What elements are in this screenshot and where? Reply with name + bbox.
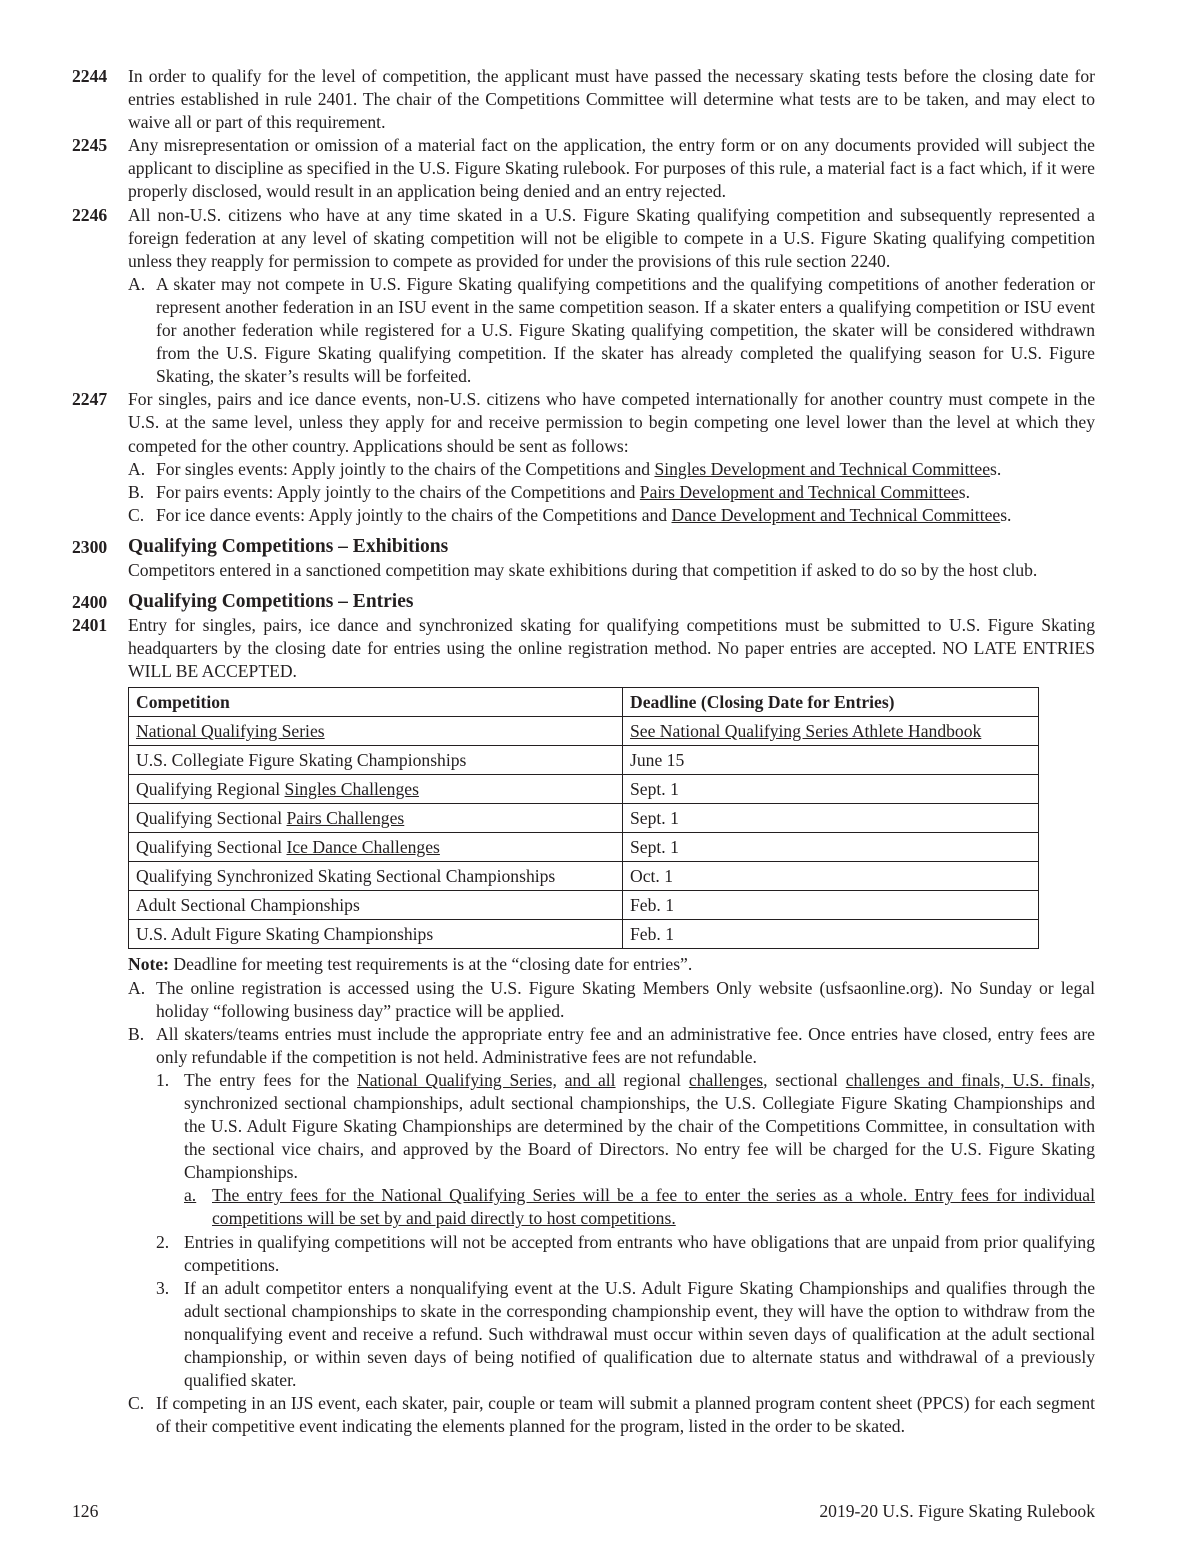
deadline-cell: Feb. 1	[623, 920, 1039, 949]
rule-2244	[72, 65, 1095, 134]
competition-text: Adult Sectional Championships	[136, 894, 360, 915]
item-text-start: For pairs events: Apply jointly to the chairs of the Competitions and	[156, 481, 640, 502]
rule-2246-item-a	[128, 273, 1095, 388]
table-row	[129, 746, 1039, 775]
competition-link[interactable]: Pairs Challenges	[286, 807, 405, 828]
rule-2247	[72, 388, 1095, 457]
table-row	[129, 920, 1039, 949]
rule-number: 2246	[72, 204, 108, 225]
page-number: 126	[72, 1501, 99, 1521]
item-text-part: , sectional	[763, 1069, 846, 1090]
rule-2245	[72, 134, 1095, 203]
item-text-part	[557, 1070, 565, 1090]
table-row	[129, 717, 1039, 746]
competition-text: Qualifying Sectional	[136, 807, 287, 828]
rule-number: 2244	[72, 66, 108, 86]
rule-2247-item-b	[128, 481, 1095, 504]
item-label: B.	[128, 481, 145, 502]
item-text: A skater may not compete in U.S. Figure Skating qualifying competitions and the qualifying competitions of another federation or represent another federation in an ISU event in the same competition season. If a skater enters a qualifying competition or ISU event for another federation while registered for a U.S. Figure Skating qualifying competition, the skater will be considered withdrawn from the U.S. Figure Skating qualifying competition. If the skater has already completed the qualifying season for U.S. Figure Skating, the skater’s results will be forfeited.	[156, 273, 1095, 387]
rule-2401	[72, 614, 1095, 683]
rule-text: In order to qualify for the level of competition, the applicant must have passed the necessary skating tests before the closing date for entries established in rule 2401. The chair of the Competitions Committee will determine what tests are to be taken, and may elect to waive all or part of this requirement.	[128, 66, 1095, 133]
section-2300-heading	[72, 535, 1095, 559]
column-header-deadline: Deadline (Closing Date for Entries)	[623, 688, 1039, 717]
competition-text: U.S. Adult Figure Skating Championships	[136, 923, 434, 944]
rule-2401-item-b2	[156, 1231, 1095, 1277]
column-header-competition: Competition	[129, 688, 623, 717]
deadline-cell: Sept. 1	[623, 833, 1039, 862]
rule-2247-item-c	[128, 504, 1095, 527]
item-text: If competing in an IJS event, each skater, pair, couple or team will submit a planned program content sheet (PPCS) for each segment of their competitive event indicating the elements planned for the program, listed in the order to be skated.	[156, 1393, 1095, 1437]
deadline-cell	[623, 717, 1039, 746]
rule-2401-item-b	[128, 1023, 1095, 1069]
section-title: Qualifying Competitions – Entries	[128, 591, 414, 613]
competition-cell	[129, 804, 623, 833]
competition-link[interactable]: Singles Challenges	[284, 778, 419, 799]
item-text-part: The entry fees for the	[184, 1069, 358, 1090]
competition-cell	[129, 862, 623, 891]
deadline-cell: Sept. 1	[623, 775, 1039, 804]
deadline-cell: Feb. 1	[623, 891, 1039, 920]
deadline-table	[128, 687, 1039, 949]
committee-link[interactable]: Pairs Development and Technical Committee	[639, 481, 959, 502]
item-label: A.	[128, 977, 146, 998]
competition-text: U.S. Collegiate Figure Skating Championships	[136, 749, 467, 770]
competition-cell	[129, 717, 623, 746]
rule-text: Any misrepresentation or omission of a material fact on the application, the entry form or on any documents provided will subject the applicant to discipline as specified in the U.S. Figure Skating rulebook. For purposes of this rule, a material fact is a fact which, if it were properly disclosed, would result in an application being denied and an entry rejected.	[128, 135, 1095, 202]
table-header-row	[129, 688, 1039, 717]
competition-cell	[129, 775, 623, 804]
rule-number: 2401	[72, 615, 108, 636]
rule-number: 2247	[72, 389, 108, 410]
rule-text: Entry for singles, pairs, ice dance and synchronized skating for qualifying competitions must be submitted to U.S. Figure Skating headquarters by the closing date for entries using the online registration method. No paper entries are accepted. NO LATE ENTRIES WILL BE ACCEPTED.	[128, 615, 1095, 682]
item-text-part: regional	[615, 1069, 689, 1090]
item-text: Entries in qualifying competitions will not be accepted from entrants who have obligations that are unpaid from prior qualifying competitions.	[184, 1231, 1095, 1275]
item-label: a.	[184, 1185, 197, 1206]
challenges-link[interactable]: challenges	[688, 1069, 764, 1090]
item-text	[156, 458, 1095, 481]
item-label: 1.	[156, 1069, 170, 1090]
committee-link[interactable]: Dance Development and Technical Committee	[671, 504, 1001, 525]
item-label: A.	[128, 273, 146, 294]
rule-2401-item-b1a	[184, 1184, 1095, 1230]
section-number: 2300	[72, 536, 108, 557]
finals-link[interactable]: challenges and finals, U.S. finals,	[845, 1069, 1096, 1090]
handbook-link[interactable]: See National Qualifying Series Athlete Handbook	[630, 720, 982, 741]
committee-link[interactable]: Singles Development and Technical Committee	[654, 458, 991, 479]
rule-2247-item-a	[128, 458, 1095, 481]
item-text-end: s.	[958, 481, 970, 502]
section-2300-text: Competitors entered in a sanctioned competition may skate exhibitions during that competition if asked to do so by the host club.	[128, 559, 1038, 580]
rule-2401-item-a	[128, 977, 1095, 1023]
item-text-part: synchronized sectional championships, adult sectional championships, the U.S. Collegiate Figure Skating Championships and the U.S. Adult Figure Skating Championships are determined by the chair of the Competitions Committee, in consultation with the sectional vice chairs, and approved by the Board of Directors. No entry fee will be charged for the U.S. Figure Skating Championships.	[184, 1093, 1095, 1183]
competition-link[interactable]: Ice Dance Challenges	[286, 836, 440, 857]
competition-text: Qualifying Synchronized Skating Sectional Championships	[136, 865, 556, 886]
section-title: Qualifying Competitions – Exhibitions	[128, 535, 449, 557]
rule-number: 2245	[72, 135, 108, 156]
item-text	[184, 1069, 1095, 1184]
competition-cell	[129, 920, 623, 949]
note-label: Note:	[128, 954, 170, 975]
table-row	[129, 862, 1039, 891]
competition-text: Qualifying Sectional	[136, 836, 287, 857]
item-label: C.	[128, 1393, 145, 1414]
item-text: All skaters/teams entries must include the appropriate entry fee and an administrative fee. Once entries have closed, entry fees are only refundable if the competition is not held. Administrative fees are not refundable.	[156, 1023, 1095, 1067]
rule-2401-item-b3	[156, 1277, 1095, 1392]
item-text-start: For ice dance events: Apply jointly to the chairs of the Competitions and	[156, 504, 672, 525]
item-text: The entry fees for the National Qualifying Series will be a fee to enter the series as a whole. Entry fees for individual competitions will be set by and paid directly to host competitions.	[212, 1185, 1095, 1229]
section-number: 2400	[72, 592, 108, 613]
amended-text: and all	[564, 1069, 616, 1090]
item-label: 2.	[156, 1231, 170, 1252]
table-row	[129, 804, 1039, 833]
rule-text: For singles, pairs and ice dance events, non-U.S. citizens who have competed internationally for another country must compete in the U.S. at the same level, unless they apply for and receive permission to begin competing one level lower than the level at which they competed for the other country. Applications should be sent as follows:	[128, 389, 1095, 456]
item-text: If an adult competitor enters a nonqualifying event at the U.S. Adult Figure Skating Championships and qualifies through the adult sectional championships to skate in the corresponding championship event, they will have the option to withdraw from the nonqualifying event and receive a refund. Such withdrawal must occur within seven days of qualification at the adult sectional championship, or within seven days of being notified of qualification due to alternate status and withdrawal of a previously qualified skater.	[184, 1277, 1095, 1391]
item-text	[156, 504, 1095, 527]
table-row	[129, 775, 1039, 804]
note-text: Deadline for meeting test requirements is at the “closing date for entries”.	[169, 954, 693, 975]
rule-2401-item-c	[128, 1392, 1095, 1438]
rule-2246	[72, 204, 1095, 273]
table-row	[129, 891, 1039, 920]
deadline-cell: June 15	[623, 746, 1039, 775]
table-note	[128, 953, 1095, 976]
rulebook-page	[72, 65, 1095, 1438]
item-text	[156, 481, 1095, 504]
rule-text: All non-U.S. citizens who have at any time skated in a U.S. Figure Skating qualifying competition and subsequently represented a foreign federation at any level of skating competition will not be eligible to compete in a U.S. Figure Skating qualifying competition unless they reapply for permission to compete as provided for under the provisions of this rule section 2240.	[128, 204, 1095, 271]
competition-link[interactable]: National Qualifying Series	[136, 720, 325, 741]
item-text-end: s.	[990, 458, 1002, 479]
competition-cell	[129, 833, 623, 862]
item-label: A.	[128, 458, 146, 479]
item-label: B.	[128, 1023, 145, 1044]
item-label: 3.	[156, 1277, 170, 1298]
nqs-link[interactable]: National Qualifying Series,	[357, 1069, 557, 1090]
book-title: 2019-20 U.S. Figure Skating Rulebook	[819, 1501, 1095, 1521]
item-text: The online registration is accessed using the U.S. Figure Skating Members Only website (usfsaonline.org). No Sunday or legal holiday “following business day” practice will be applied.	[156, 977, 1095, 1021]
competition-cell	[129, 746, 623, 775]
deadline-cell: Oct. 1	[623, 862, 1039, 891]
table-row	[129, 833, 1039, 862]
item-text-end: s.	[1000, 504, 1012, 525]
competition-text: Qualifying Regional	[136, 778, 285, 799]
rule-2401-item-b1	[156, 1069, 1095, 1184]
section-2400-heading	[72, 590, 1095, 614]
deadline-cell: Sept. 1	[623, 804, 1039, 833]
page-footer	[72, 1500, 1095, 1523]
competition-cell	[129, 891, 623, 920]
item-text-start: For singles events: Apply jointly to the chairs of the Competitions and	[156, 458, 655, 479]
item-label: C.	[128, 504, 145, 525]
